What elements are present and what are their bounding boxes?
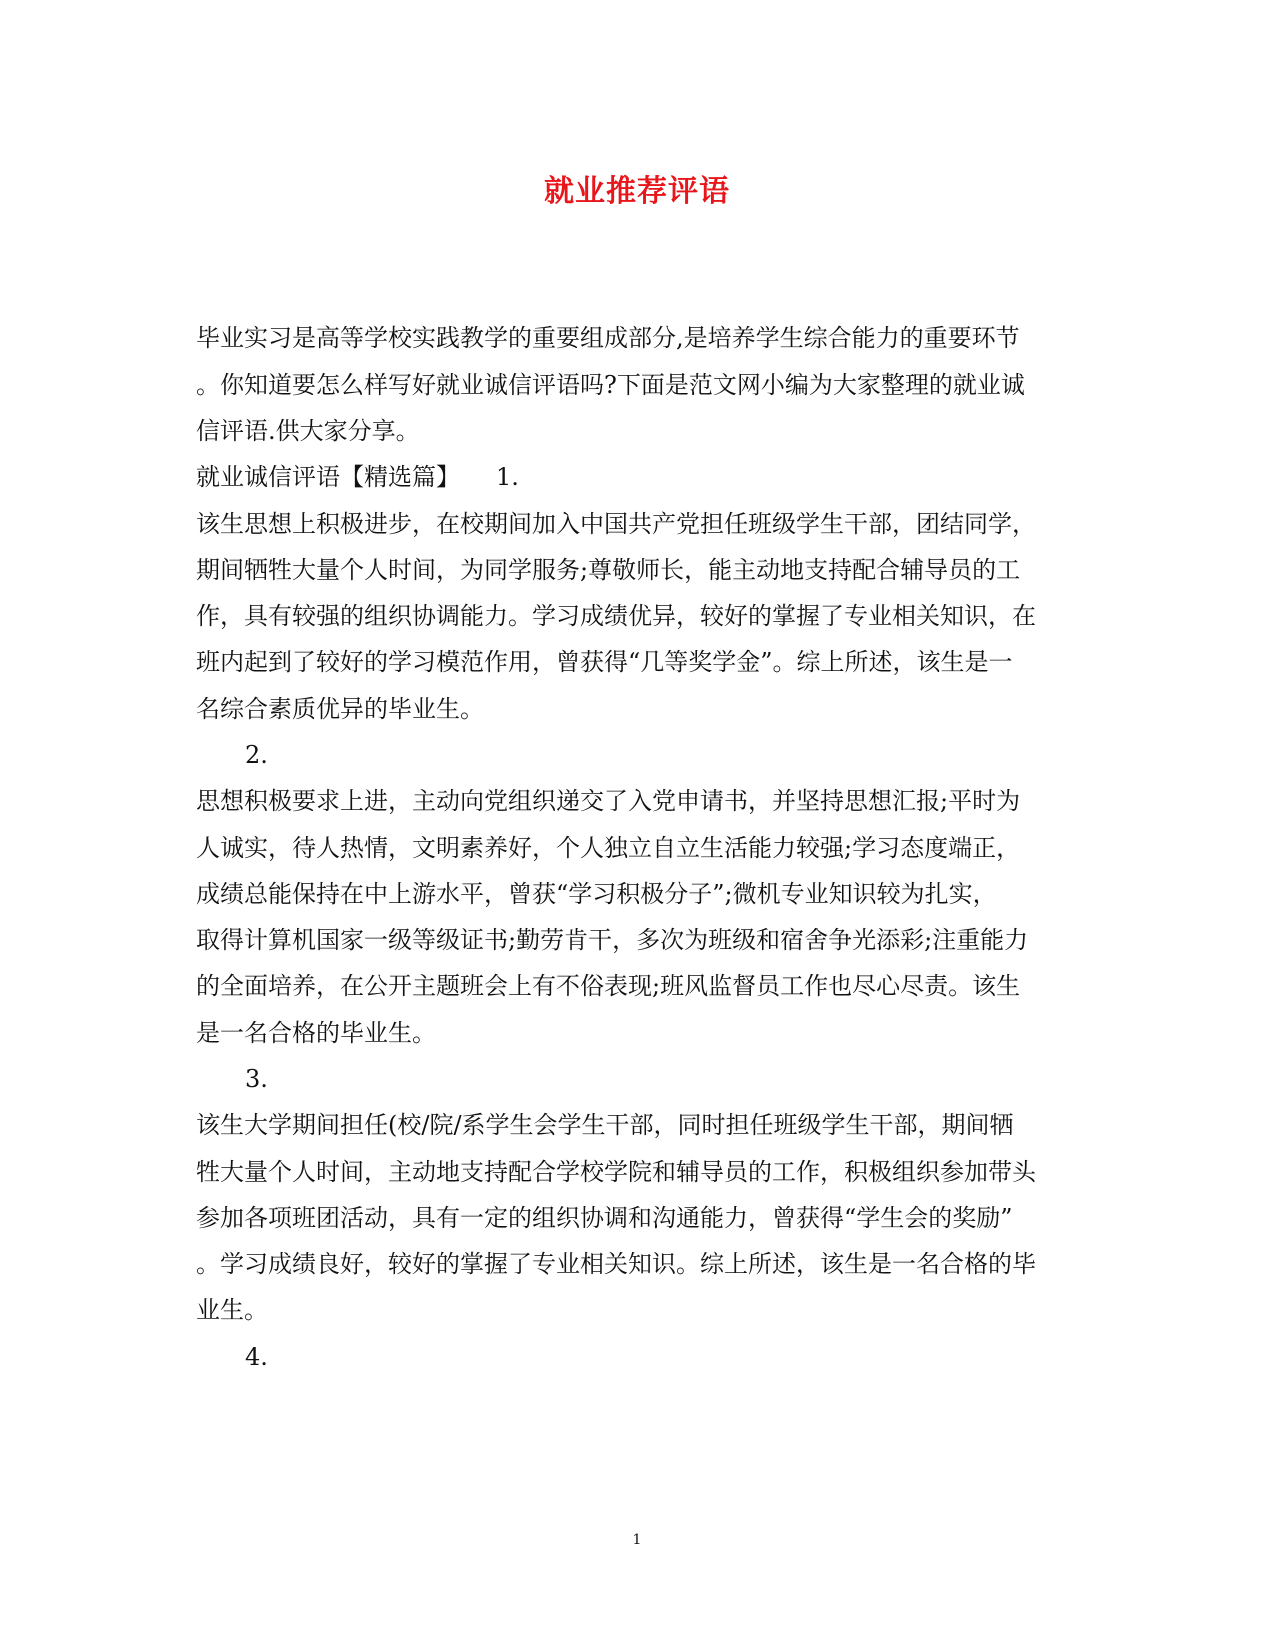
- body-line: 取得计算机国家一级等级证书;勤劳肯干，多次为班级和宿舍争光添彩;注重能力: [196, 926, 1029, 954]
- body-line: 是一名合格的毕业生。: [196, 1019, 436, 1047]
- body-line: 的全面培养，在公开主题班会上有不俗表现;班风监督员工作也尽心尽责。该生: [196, 972, 1021, 1000]
- body-line: 该生思想上积极进步，在校期间加入中国共产党担任班级学生干部，团结同学，: [196, 510, 1036, 538]
- body-line: 期间牺牲大量个人时间，为同学服务;尊敬师长，能主动地支持配合辅导员的工: [196, 556, 1021, 584]
- body-line: 。学习成绩良好，较好的掌握了专业相关知识。综上所述，该生是一名合格的毕: [196, 1250, 1036, 1278]
- body-line: 成绩总能保持在中上游水平，曾获“学习积极分子”;微机专业知识较为扎实，: [196, 880, 997, 908]
- document-title: 就业推荐评语: [544, 174, 730, 209]
- body-line: 思想积极要求上进，主动向党组织递交了入党申请书，并坚持思想汇报;平时为: [196, 787, 1021, 815]
- body-line: 牲大量个人时间，主动地支持配合学校学院和辅导员的工作，积极组织参加带头: [196, 1158, 1036, 1186]
- body-line: 人诚实，待人热情，文明素养好，个人独立自立生活能力较强;学习态度端正，: [196, 834, 1021, 862]
- body-line: 班内起到了较好的学习模范作用，曾获得“几等奖学金”。综上所述，该生是一: [196, 648, 1013, 676]
- body-line: 该生大学期间担任(校/院/系学生会学生干部，同时担任班级学生干部，期间牺: [196, 1111, 1014, 1139]
- body-line: 信评语.供大家分享。: [196, 417, 420, 445]
- item-number: 2.: [245, 741, 268, 769]
- body-line: 。你知道要怎么样写好就业诚信评语吗?下面是范文网小编为大家整理的就业诚: [196, 371, 1025, 399]
- body-line: 名综合素质优异的毕业生。: [196, 695, 484, 723]
- body-line: 作，具有较强的组织协调能力。学习成绩优异，较好的掌握了专业相关知识，在: [196, 602, 1036, 630]
- item-number: 4.: [245, 1343, 268, 1371]
- page-number: 1: [632, 1532, 642, 1548]
- body-line: 参加各项班团活动，具有一定的组织协调和沟通能力，曾获得“学生会的奖励”: [196, 1204, 1013, 1232]
- item-number: 3.: [245, 1065, 268, 1093]
- body-line: 毕业实习是高等学校实践教学的重要组成部分,是培养学生综合能力的重要环节: [196, 324, 1020, 352]
- section-heading-line: 就业诚信评语【精选篇】 1.: [196, 463, 519, 491]
- body-line: 业生。: [196, 1296, 268, 1324]
